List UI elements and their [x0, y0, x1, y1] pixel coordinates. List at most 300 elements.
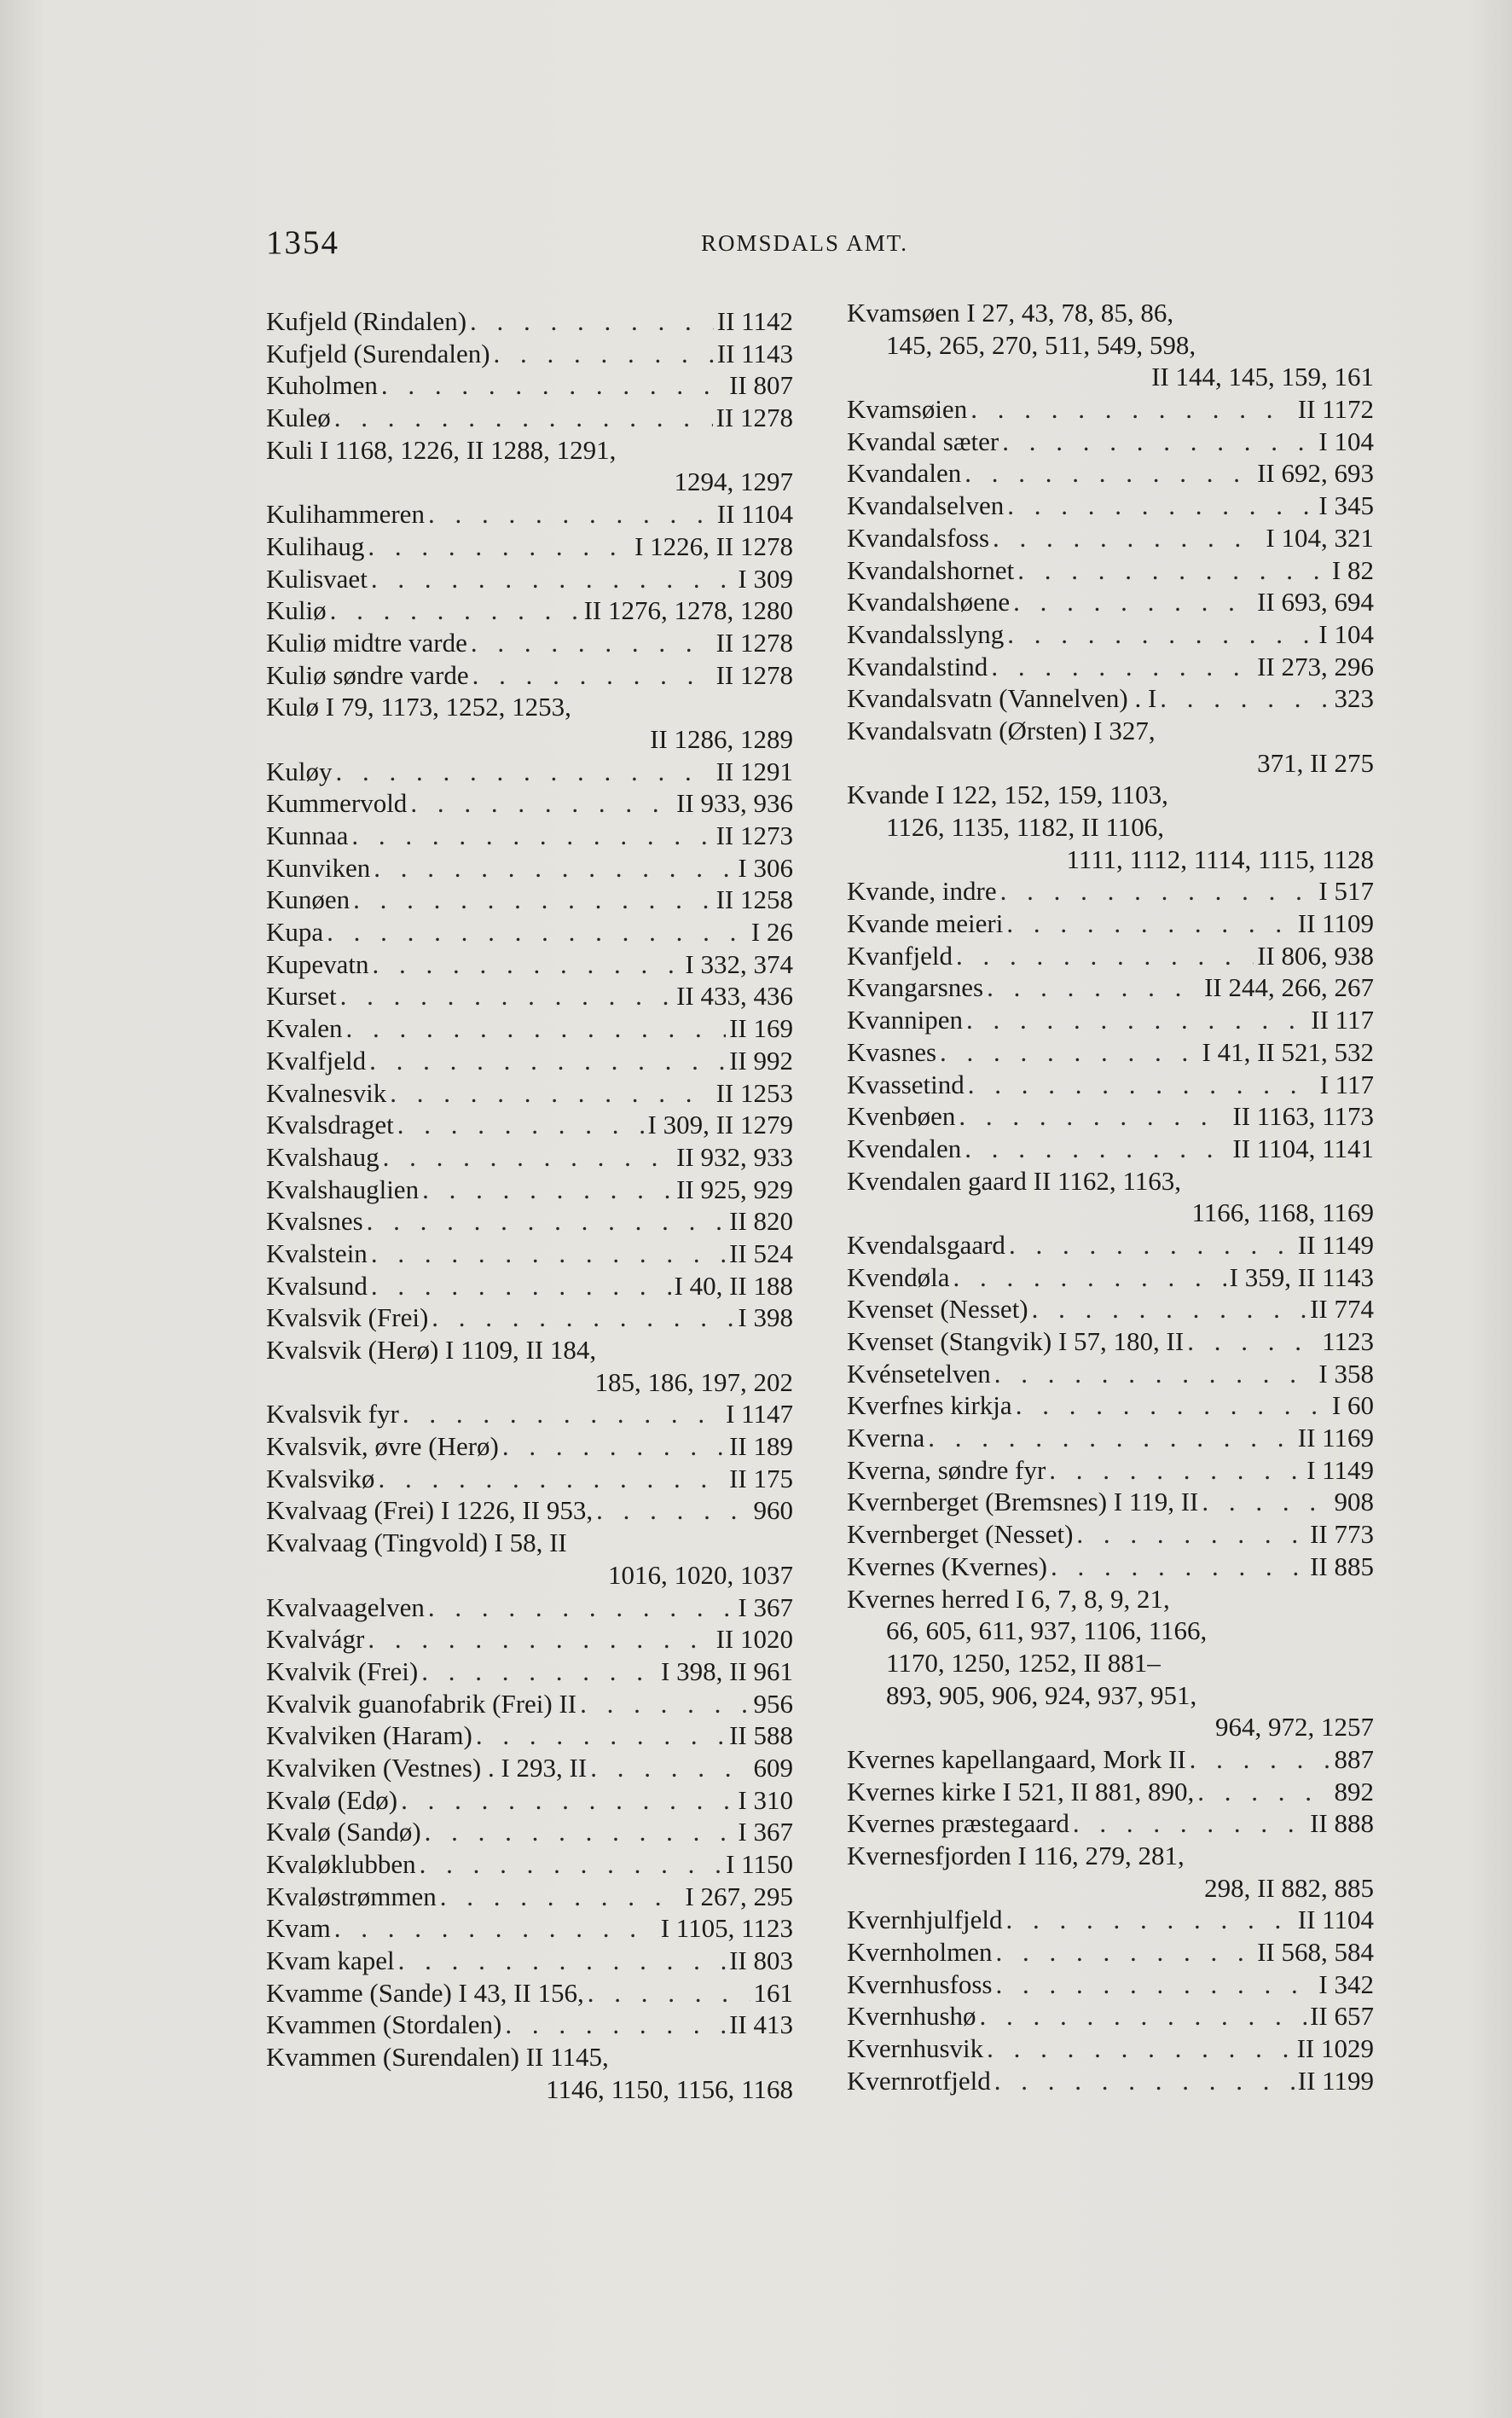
entry-name: Kvalnesvik — [266, 1077, 387, 1108]
entry-name: Kunøen — [266, 884, 350, 915]
index-entry — [847, 1422, 1374, 1454]
entry-name: Kulihammeren — [266, 499, 425, 530]
entry-name: Kunviken — [266, 852, 371, 883]
leader-dots — [994, 1358, 1316, 1390]
entry-line — [266, 852, 793, 884]
entry-line — [847, 1422, 1374, 1454]
index-entry — [266, 1174, 793, 1206]
entry-line — [266, 1527, 793, 1559]
entry-line — [266, 1688, 793, 1720]
entry-line — [266, 434, 793, 467]
entry-name: Kvande, indre — [847, 876, 997, 907]
entry-name: Kvandal sæter — [847, 426, 999, 456]
entry-line — [847, 1389, 1374, 1422]
entry-refs: II 169 — [729, 1013, 793, 1044]
entry-line — [266, 1784, 793, 1817]
entry-line — [847, 1551, 1374, 1583]
entry-name: Kvalstein — [266, 1238, 368, 1268]
leader-dots — [588, 1977, 750, 2009]
entry-refs: I 104 — [1318, 426, 1374, 456]
entry-name: Kvandalshornet — [847, 554, 1015, 585]
entry-refs: II 1104, 1141 — [1232, 1133, 1374, 1163]
entry-line — [266, 1848, 793, 1881]
entry-refs: I 1105, 1123 — [660, 1913, 793, 1944]
index-entry — [266, 338, 793, 370]
leader-dots — [346, 1012, 727, 1045]
leader-dots — [410, 787, 673, 820]
entry-refs: I 26 — [750, 917, 793, 948]
entry-line — [847, 1486, 1374, 1518]
entry-line — [266, 1752, 793, 1784]
index-entry — [266, 1655, 793, 1688]
leader-dots — [403, 1398, 722, 1430]
entry-line — [266, 916, 793, 948]
running-head: ROMSDALS AMT. — [701, 230, 909, 256]
entry-name: Kvalsvik fyr — [266, 1399, 399, 1429]
entry-line — [847, 393, 1374, 426]
entry-line — [266, 1205, 793, 1238]
index-entry — [266, 1109, 793, 1141]
entry-line — [266, 948, 793, 981]
leader-dots — [1007, 490, 1315, 522]
entry-name: Kuliø — [266, 595, 327, 626]
entry-refs: I 332, 374 — [685, 948, 793, 979]
index-entry — [847, 875, 1374, 907]
entry-line — [266, 2009, 793, 2041]
entry-refs: II 773 — [1310, 1519, 1374, 1550]
entry-line — [266, 1912, 793, 1945]
entry-refs: II 1278 — [715, 403, 793, 433]
leader-dots — [580, 1688, 750, 1720]
entry-refs: I 267, 295 — [685, 1881, 793, 1911]
leader-dots — [968, 1069, 1317, 1101]
leader-dots — [1032, 1293, 1306, 1325]
index-entry — [847, 1100, 1374, 1133]
entry-line — [266, 1270, 793, 1302]
entry-line — [847, 2065, 1374, 2097]
left-index-column — [266, 305, 793, 2106]
entry-name: Kvandalselven — [847, 490, 1005, 521]
entry-refs: 908 — [1334, 1487, 1374, 1517]
entry-line — [847, 971, 1374, 1004]
leader-dots — [502, 1430, 726, 1463]
entry-refs: I 41, II 521, 532 — [1202, 1036, 1374, 1067]
entry-line — [266, 691, 793, 723]
leader-dots — [959, 1100, 1229, 1133]
leader-dots — [1000, 875, 1316, 907]
index-entry — [266, 434, 793, 498]
index-entry — [266, 1494, 793, 1527]
entry-line — [266, 369, 793, 402]
entry-refs: I 345 — [1318, 490, 1374, 521]
entry-line — [847, 554, 1374, 587]
continuation-text: II 1286, 1289 — [650, 723, 793, 754]
entry-line — [266, 659, 793, 692]
entry-refs: 609 — [753, 1752, 793, 1783]
index-entry — [266, 1623, 793, 1655]
index-entry — [847, 393, 1374, 426]
leader-dots — [1007, 618, 1315, 651]
index-entry — [847, 618, 1374, 651]
entry-line — [266, 1881, 793, 1913]
index-entry — [847, 1293, 1374, 1325]
entry-refs: I 517 — [1318, 876, 1374, 907]
entry-refs: 323 — [1334, 683, 1374, 714]
index-entry — [266, 1848, 793, 1881]
entry-line — [847, 426, 1374, 458]
index-entry — [847, 554, 1374, 587]
entry-line — [266, 1463, 793, 1495]
index-entry — [266, 1463, 793, 1495]
index-entry — [266, 1238, 793, 1270]
leader-dots — [401, 1784, 734, 1817]
leader-dots — [378, 1463, 726, 1495]
entry-name: Kvernhusfoss — [847, 1969, 993, 1999]
entry-refs: I 117 — [1319, 1069, 1374, 1099]
entry-refs: II 1104 — [1297, 1905, 1374, 1935]
entry-refs: II 933, 936 — [676, 788, 793, 819]
entry-name: Kvandalstind — [847, 651, 988, 681]
index-entry — [847, 1454, 1374, 1487]
entry-name: Kvalshaug — [266, 1141, 379, 1172]
entry-name: Kvernholmen — [847, 1937, 993, 1968]
index-entry — [847, 1036, 1374, 1069]
leader-dots — [970, 393, 1295, 426]
entry-name: Kvalshauglien — [266, 1174, 420, 1204]
entry-refs: I 40, II 188 — [674, 1270, 793, 1301]
leader-dots — [1013, 586, 1254, 618]
leader-dots — [428, 498, 714, 531]
entry-refs: I 398 — [738, 1302, 793, 1333]
entry-refs: I 310 — [738, 1784, 793, 1815]
entry-refs: II 524 — [729, 1238, 793, 1268]
leader-dots — [590, 1752, 750, 1784]
entry-line — [266, 627, 793, 659]
index-entry — [847, 1840, 1374, 1904]
index-entry — [847, 715, 1374, 779]
entry-line — [847, 1261, 1374, 1294]
index-entry — [847, 1904, 1374, 1936]
entry-line — [847, 682, 1374, 715]
entry-name: Kvanfjeld — [847, 940, 953, 971]
leader-dots — [1073, 1807, 1306, 1840]
index-entry — [266, 691, 793, 755]
entry-line — [847, 940, 1374, 972]
entry-line — [266, 1174, 793, 1206]
entry-name: Kvande I 122, 152, 159, 1103, — [847, 780, 1168, 810]
entry-name: Kuleø — [266, 403, 331, 433]
entry-refs: II 1276, 1278, 1280 — [583, 595, 793, 626]
index-entry — [266, 1334, 793, 1398]
index-entry — [266, 1302, 793, 1334]
entry-line — [266, 1945, 793, 1977]
entry-refs: II 820 — [729, 1206, 793, 1237]
entry-refs: I 82 — [1331, 554, 1374, 585]
entry-refs: II 992 — [729, 1045, 793, 1076]
entry-line — [847, 1969, 1374, 2001]
entry-refs: II 657 — [1310, 2001, 1374, 2032]
entry-line — [266, 884, 793, 916]
leader-dots — [397, 1109, 645, 1141]
entry-refs: I 1149 — [1306, 1454, 1374, 1485]
entry-line — [847, 1293, 1374, 1325]
entry-line — [847, 1583, 1374, 1615]
entry-name: Kvernberget (Nesset) — [847, 1519, 1074, 1550]
leader-dots — [994, 2065, 1295, 2097]
entry-refs: I 309, II 1279 — [647, 1110, 793, 1140]
index-entry — [266, 1816, 793, 1848]
leader-dots — [390, 1077, 712, 1110]
entry-refs: I 367 — [738, 1817, 793, 1847]
entry-name: Kvernes kapellangaard, Mork II — [847, 1743, 1186, 1774]
entry-line — [847, 1004, 1374, 1036]
leader-dots — [371, 1238, 726, 1270]
entry-name: Kupa — [266, 917, 324, 948]
entry-name: Kverna — [847, 1423, 925, 1453]
continuation-text: 1146, 1150, 1156, 1168 — [546, 2073, 793, 2104]
entry-line — [847, 1229, 1374, 1261]
entry-name: Kvalfjeld — [266, 1045, 367, 1076]
entry-name: Kvendalsgaard — [847, 1229, 1005, 1260]
leader-dots — [367, 1205, 726, 1238]
continuation-text: 1111, 1112, 1114, 1115, 1128 — [1066, 844, 1374, 874]
entry-name: Kvangarsnes — [847, 972, 984, 1003]
entry-name: Kvalø (Edø) — [266, 1784, 398, 1815]
entry-continuation — [847, 1711, 1374, 1743]
leader-dots — [1006, 1904, 1295, 1936]
entry-refs: II 885 — [1310, 1551, 1374, 1581]
entry-name: Kvernes præstegaard — [847, 1808, 1069, 1839]
leader-dots — [1049, 1454, 1303, 1487]
continuation-text: 298, II 882, 885 — [1204, 1872, 1374, 1903]
entry-name: Kvalsdraget — [266, 1110, 394, 1140]
index-entry — [266, 2009, 793, 2041]
index-entry — [847, 682, 1374, 715]
continuation-text: 964, 972, 1257 — [1215, 1712, 1374, 1742]
entry-refs: II 1163, 1173 — [1232, 1101, 1374, 1132]
entry-line — [266, 402, 793, 434]
leader-dots — [1016, 1389, 1329, 1422]
entry-continuation — [847, 1647, 1374, 1679]
entry-refs: I 306 — [738, 852, 793, 883]
continuation-text: 1294, 1297 — [674, 467, 793, 497]
entry-name: Kvamsøien — [847, 394, 968, 425]
entry-name: Kvasnes — [847, 1036, 937, 1067]
entry-line — [847, 522, 1374, 554]
entry-name: Kverfnes kirkja — [847, 1390, 1012, 1421]
entry-refs: II 1142 — [716, 306, 793, 336]
entry-refs: II 413 — [729, 2009, 793, 2040]
entry-name: Kvalvaag (Tingvold) I 58, II — [266, 1528, 567, 1558]
continuation-text: 893, 905, 906, 924, 937, 951, — [886, 1679, 1197, 1710]
entry-line — [847, 907, 1374, 940]
entry-refs: II 693, 694 — [1257, 587, 1374, 618]
leader-dots — [596, 1494, 750, 1527]
entry-name: Kvalsvik (Herø) I 1109, II 184, — [266, 1335, 597, 1365]
entry-name: Kvalsvikø — [266, 1463, 375, 1493]
entry-name: Kuløy — [266, 756, 333, 786]
entry-line — [847, 1069, 1374, 1101]
entry-name: Kulihaug — [266, 531, 365, 561]
entry-line — [266, 1398, 793, 1430]
entry-line — [266, 305, 793, 338]
entry-refs: II 244, 266, 267 — [1204, 972, 1374, 1003]
entry-name: Kvaløklubben — [266, 1849, 416, 1879]
leader-dots — [953, 1261, 1226, 1294]
leader-dots — [1202, 1486, 1330, 1518]
entry-refs: 161 — [753, 1977, 793, 2008]
leader-dots — [980, 2000, 1307, 2032]
entry-name: Kvendøla — [847, 1261, 950, 1292]
continuation-text: 1016, 1020, 1037 — [608, 1559, 793, 1590]
index-entry — [266, 563, 793, 595]
entry-line — [847, 1036, 1374, 1069]
index-entry — [847, 1936, 1374, 1969]
index-entry — [847, 2032, 1374, 2065]
entry-name: Kuliø midtre varde — [266, 627, 467, 658]
index-entry — [266, 756, 793, 788]
entry-line — [847, 1454, 1374, 1487]
leader-dots — [336, 756, 713, 788]
index-entry — [847, 1325, 1374, 1358]
index-entry — [847, 1969, 1374, 2001]
right-index-column — [847, 297, 1374, 2097]
entry-line — [847, 618, 1374, 651]
entry-refs: II 273, 296 — [1257, 651, 1374, 681]
index-entry — [266, 1719, 793, 1752]
leader-dots — [1051, 1551, 1306, 1583]
entry-line — [847, 1325, 1374, 1358]
entry-name: Kulisvaet — [266, 563, 368, 594]
entry-name: Kvammen (Stordalen) — [266, 2009, 502, 2040]
continuation-text: 1170, 1250, 1252, II 881– — [886, 1647, 1161, 1678]
leader-dots — [440, 1881, 682, 1913]
leader-dots — [956, 940, 1254, 972]
entry-continuation — [847, 1197, 1374, 1229]
leader-dots — [373, 948, 682, 981]
entry-refs: II 1278 — [715, 627, 793, 658]
leader-dots — [432, 1302, 734, 1334]
leader-dots — [993, 522, 1262, 554]
entry-refs: I 367 — [738, 1592, 793, 1622]
leader-dots — [368, 531, 631, 563]
entry-line — [847, 651, 1374, 683]
entry-name: Kvassetind — [847, 1069, 965, 1099]
entry-continuation — [847, 1615, 1374, 1647]
entry-refs: I 1226, II 1278 — [634, 531, 793, 561]
entry-refs: 956 — [753, 1688, 793, 1719]
leader-dots — [369, 1045, 726, 1077]
entry-line — [847, 1807, 1374, 1840]
leader-dots — [353, 884, 712, 916]
index-entry — [847, 522, 1374, 554]
leader-dots — [1187, 1325, 1318, 1358]
leader-dots — [330, 594, 581, 627]
entry-continuation — [847, 747, 1374, 780]
leader-dots — [991, 651, 1254, 683]
index-entry — [847, 1518, 1374, 1551]
index-entry — [847, 457, 1374, 490]
entry-refs: II 806, 938 — [1257, 940, 1374, 971]
leader-dots — [371, 1270, 671, 1302]
entry-continuation — [266, 2073, 793, 2106]
entry-refs: II 774 — [1310, 1294, 1374, 1325]
index-entry — [847, 297, 1374, 393]
entry-name: Kvammen (Surendalen) II 1145, — [266, 2042, 609, 2073]
entry-refs: I 1150 — [726, 1849, 793, 1879]
leader-dots — [351, 820, 712, 852]
entry-line — [847, 1840, 1374, 1872]
entry-name: Kvaløstrømmen — [266, 1881, 437, 1911]
entry-refs: II 1172 — [1297, 394, 1374, 425]
entry-name: Kvalsnes — [266, 1206, 363, 1237]
index-entry — [266, 916, 793, 948]
leader-dots — [965, 457, 1254, 490]
entry-refs: I 398, II 961 — [661, 1655, 793, 1686]
entry-line — [847, 586, 1374, 618]
leader-dots — [327, 916, 748, 948]
entry-refs: I 342 — [1318, 1969, 1374, 1999]
entry-line — [847, 2032, 1374, 2065]
leader-dots — [928, 1422, 1295, 1454]
entry-name: Kvernberget (Bremsnes) I 119, II — [847, 1487, 1199, 1517]
page-header — [266, 223, 1400, 266]
entry-name: Kvenbøen — [847, 1101, 956, 1132]
index-entry — [847, 1358, 1374, 1390]
entry-line — [266, 338, 793, 370]
leader-dots — [476, 1719, 726, 1752]
index-entry — [266, 1527, 793, 1591]
entry-name: Kvalvik (Frei) — [266, 1655, 419, 1686]
entry-continuation — [266, 466, 793, 498]
entry-name: Kvandalshøene — [847, 587, 1011, 618]
leader-dots — [374, 852, 734, 884]
leader-dots — [996, 1969, 1316, 2001]
entry-line — [266, 498, 793, 531]
entry-refs: II 117 — [1311, 1005, 1374, 1035]
entry-name: Kvandalsvatn (Vannelven) . I — [847, 683, 1157, 714]
leader-dots — [1160, 682, 1330, 715]
entry-line — [266, 531, 793, 563]
entry-refs: II 1258 — [715, 884, 793, 915]
entry-refs: I 1147 — [726, 1399, 793, 1429]
index-entry — [847, 907, 1374, 940]
entry-name: Kvenset (Nesset) — [847, 1294, 1028, 1325]
entry-line — [847, 1776, 1374, 1808]
entry-refs: I 60 — [1331, 1390, 1374, 1421]
entry-name: Kvernes kirke I 521, II 881, 890, — [847, 1776, 1195, 1806]
index-entry — [847, 1743, 1374, 1776]
index-entry — [266, 498, 793, 531]
entry-refs: I 104 — [1318, 618, 1374, 649]
entry-line — [847, 2000, 1374, 2032]
entry-name: Kupevatn — [266, 948, 369, 979]
index-entry — [847, 779, 1374, 875]
entry-line — [847, 297, 1374, 329]
entry-name: Kufjeld (Surendalen) — [266, 338, 490, 368]
entry-line — [266, 1077, 793, 1110]
entry-name: Kvalvaagelven — [266, 1592, 425, 1622]
index-entry — [847, 1229, 1374, 1261]
entry-name: Kvalsvik, øvre (Herø) — [266, 1431, 499, 1462]
leader-dots — [470, 305, 714, 338]
entry-name: Kvalviken (Haram) — [266, 1720, 472, 1751]
leader-dots — [334, 402, 713, 434]
index-entry — [847, 2065, 1374, 2097]
entry-line — [847, 457, 1374, 490]
index-entry — [266, 1592, 793, 1624]
index-entry — [847, 426, 1374, 458]
